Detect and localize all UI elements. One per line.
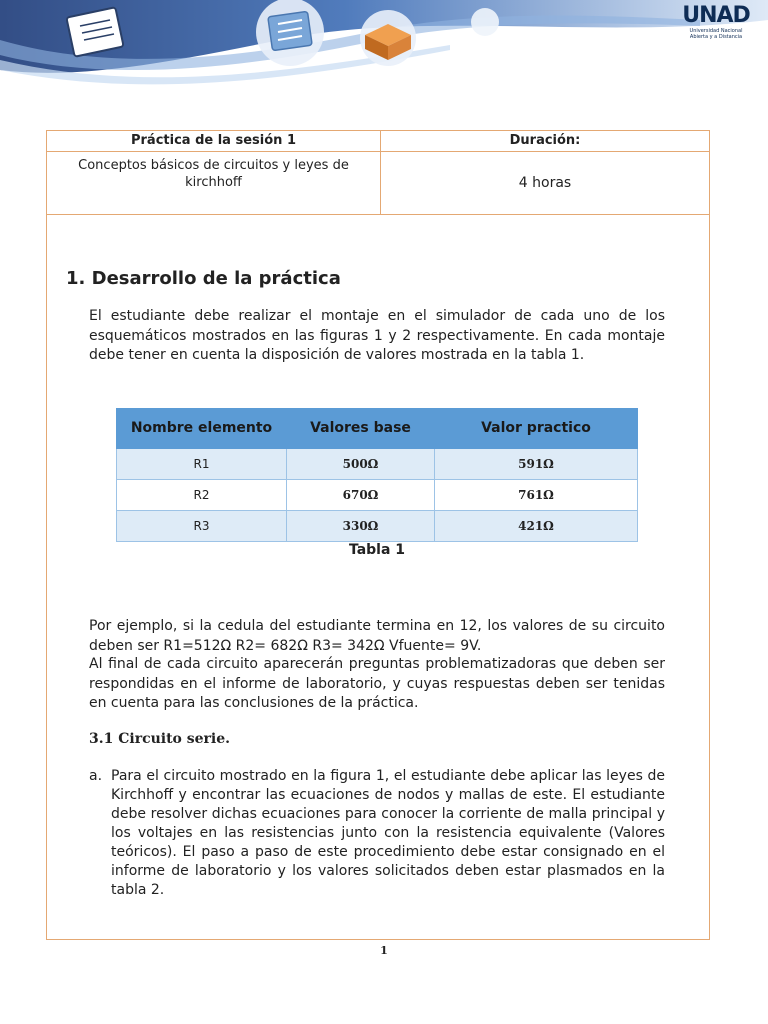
table-row (117, 449, 638, 480)
section-1-heading: 1. Desarrollo de la práctica (66, 268, 341, 289)
table-row (117, 511, 638, 542)
values-table (116, 408, 638, 542)
page-number: 1 (380, 944, 388, 957)
element-name: R2 (117, 480, 287, 511)
values-table-header (117, 409, 638, 449)
session-topic: Conceptos básicos de circuitos y leyes de kirchhoff (78, 158, 349, 190)
section-1-intro: El estudiante debe realizar el montaje en el simulador de cada uno de los esquemáticos mostrados en las figuras 1 y 2 respectivamente. En cada montaje debe tener en cuenta la disposición de valores mostrada en la tabla 1. (89, 308, 665, 363)
list-item-text: Para el circuito mostrado en la figura 1, el estudiante debe aplicar las leyes de Kirchhoff y encontrar las ecuaciones de nodos y mallas de este. El estudiante debe resolver dichas ecuaciones para conocer la corriente de malla principal y los voltajes en las resistencias junto con la resistencia equivalente (Valores teóricos). El paso a paso de este procedimiento debe estar consignado en el informe de laboratorio y los valores solicitados deben estar plasmados en la tabla 2. (111, 768, 665, 898)
practical-value: 761Ω (435, 480, 638, 511)
unad-logo (676, 4, 756, 40)
element-name: R3 (117, 511, 287, 542)
logo-subtitle-1: Universidad Nacional (689, 28, 743, 34)
table-row (117, 480, 638, 511)
base-value: 500Ω (287, 449, 435, 480)
list-item-label: a. (89, 768, 103, 784)
duration-header: Duración: (509, 133, 581, 148)
header-banner (0, 0, 768, 95)
col-header-nombre: Nombre elemento (117, 409, 287, 449)
box-icon (360, 10, 416, 66)
checklist-icon (256, 0, 324, 66)
practical-value: 591Ω (435, 449, 638, 480)
col-header-valor-practico: Valor practico (435, 409, 638, 449)
base-value: 330Ω (287, 511, 435, 542)
logo-subtitle-2: Abierta y a Distancia (689, 34, 743, 40)
table-caption: Tabla 1 (348, 542, 406, 558)
questions-paragraph: Al final de cada circuito aparecerán preguntas problematizadoras que deben ser respondidas en el informe de laboratorio, y cuyas respuestas deben ser tenidas en cuenta para las conclusiones de la práctica. (89, 656, 665, 711)
logo-wordmark: UNAD (682, 3, 750, 28)
list-item (89, 767, 665, 900)
duration-value: 4 horas (518, 175, 572, 191)
col-header-valores-base: Valores base (287, 409, 435, 449)
element-name: R1 (117, 449, 287, 480)
session-header: Práctica de la sesión 1 (130, 133, 296, 148)
practical-value: 421Ω (435, 511, 638, 542)
example-paragraph: Por ejemplo, si la cedula del estudiante termina en 12, los valores de su circuito deben ser R1=512Ω R2= 682Ω R3= 342Ω Vfuente= 9V. (89, 618, 665, 654)
section-3-1-heading: 3.1 Circuito serie. (89, 731, 231, 747)
base-value: 670Ω (287, 480, 435, 511)
